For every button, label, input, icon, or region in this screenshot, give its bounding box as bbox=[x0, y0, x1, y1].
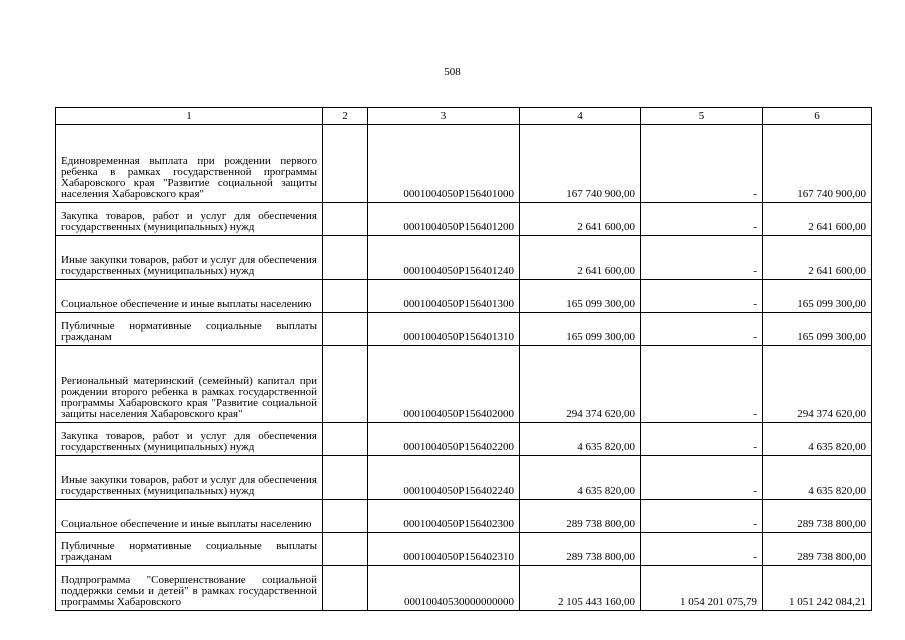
row-code-cell: 0001004050P156402240 bbox=[368, 456, 520, 500]
row-col5-cell: 1 054 201 075,79 bbox=[641, 566, 763, 611]
row-col5-cell: - bbox=[641, 423, 763, 456]
header-cell-4: 4 bbox=[520, 108, 641, 125]
row-col4-cell: 167 740 900,00 bbox=[520, 125, 641, 203]
row-code-cell: 0001004050P156401240 bbox=[368, 236, 520, 280]
row-col2-cell bbox=[323, 456, 368, 500]
row-col6-cell: 1 051 242 084,21 bbox=[763, 566, 872, 611]
row-col4-cell: 4 635 820,00 bbox=[520, 456, 641, 500]
row-name-cell: Иные закупки товаров, работ и услуг для обеспечения государственных (муниципальных) нужд bbox=[56, 456, 323, 500]
row-col6-cell: 2 641 600,00 bbox=[763, 203, 872, 236]
table-row bbox=[56, 313, 872, 346]
table-row bbox=[56, 500, 872, 533]
row-col6-cell: 165 099 300,00 bbox=[763, 313, 872, 346]
table-row bbox=[56, 280, 872, 313]
row-code-cell: 0001004050P156402200 bbox=[368, 423, 520, 456]
row-col4-cell: 289 738 800,00 bbox=[520, 533, 641, 566]
row-name-cell: Иные закупки товаров, работ и услуг для обеспечения государственных (муниципальных) нужд bbox=[56, 236, 323, 280]
row-col4-cell: 165 099 300,00 bbox=[520, 280, 641, 313]
row-code-cell: 0001004050P156401310 bbox=[368, 313, 520, 346]
row-col4-cell: 294 374 620,00 bbox=[520, 346, 641, 423]
row-col5-cell: - bbox=[641, 500, 763, 533]
row-col2-cell bbox=[323, 500, 368, 533]
row-col2-cell bbox=[323, 280, 368, 313]
table-row bbox=[56, 533, 872, 566]
row-col5-cell: - bbox=[641, 125, 763, 203]
row-name-cell: Социальное обеспечение и иные выплаты населению bbox=[56, 280, 323, 313]
header-cell-6: 6 bbox=[763, 108, 872, 125]
row-col5-cell: - bbox=[641, 456, 763, 500]
page-number: 508 bbox=[444, 66, 461, 78]
row-name-cell: Подпрограмма "Совершенствование социальной поддержки семьи и детей" в рамках государственной программы Хабаровского bbox=[56, 566, 323, 611]
table-row bbox=[56, 423, 872, 456]
row-code-cell: 0001004050P156401200 bbox=[368, 203, 520, 236]
row-col6-cell: 2 641 600,00 bbox=[763, 236, 872, 280]
row-code-cell: 0001004050P156402000 bbox=[368, 346, 520, 423]
row-col5-cell: - bbox=[641, 280, 763, 313]
table-row bbox=[56, 236, 872, 280]
header-cell-1: 1 bbox=[56, 108, 323, 125]
row-col5-cell: - bbox=[641, 346, 763, 423]
row-col6-cell: 294 374 620,00 bbox=[763, 346, 872, 423]
budget-table bbox=[55, 107, 872, 611]
row-name-cell: Публичные нормативные социальные выплаты гражданам bbox=[56, 313, 323, 346]
row-col2-cell bbox=[323, 423, 368, 456]
header-row bbox=[56, 108, 872, 125]
row-col6-cell: 165 099 300,00 bbox=[763, 280, 872, 313]
row-name-cell: Региональный материнский (семейный) капитал при рождении второго ребенка в рамках государственной программы Хабаровского края "Развитие социальной защиты населения Хабаровского края" bbox=[56, 346, 323, 423]
row-col6-cell: 167 740 900,00 bbox=[763, 125, 872, 203]
row-code-cell: 0001004050P156401000 bbox=[368, 125, 520, 203]
row-col4-cell: 2 641 600,00 bbox=[520, 236, 641, 280]
row-name-cell: Закупка товаров, работ и услуг для обеспечения государственных (муниципальных) нужд bbox=[56, 203, 323, 236]
row-name-cell: Социальное обеспечение и иные выплаты населению bbox=[56, 500, 323, 533]
row-col2-cell bbox=[323, 346, 368, 423]
header-cell-3: 3 bbox=[368, 108, 520, 125]
row-col5-cell: - bbox=[641, 203, 763, 236]
row-col2-cell bbox=[323, 125, 368, 203]
table-row bbox=[56, 456, 872, 500]
table-row bbox=[56, 346, 872, 423]
row-col2-cell bbox=[323, 313, 368, 346]
row-col4-cell: 165 099 300,00 bbox=[520, 313, 641, 346]
row-col6-cell: 289 738 800,00 bbox=[763, 533, 872, 566]
row-code-cell: 00010040530000000000 bbox=[368, 566, 520, 611]
row-col2-cell bbox=[323, 203, 368, 236]
row-name-cell: Единовременная выплата при рождении первого ребенка в рамках государственной программы Хабаровского края "Развитие социальной защиты населения Хабаровского края" bbox=[56, 125, 323, 203]
row-col5-cell: - bbox=[641, 236, 763, 280]
row-col4-cell: 2 105 443 160,00 bbox=[520, 566, 641, 611]
row-name-cell: Закупка товаров, работ и услуг для обеспечения государственных (муниципальных) нужд bbox=[56, 423, 323, 456]
row-code-cell: 0001004050P156402300 bbox=[368, 500, 520, 533]
row-col5-cell: - bbox=[641, 533, 763, 566]
row-col6-cell: 4 635 820,00 bbox=[763, 456, 872, 500]
row-col2-cell bbox=[323, 236, 368, 280]
table-row bbox=[56, 203, 872, 236]
header-cell-2: 2 bbox=[323, 108, 368, 125]
row-col4-cell: 289 738 800,00 bbox=[520, 500, 641, 533]
row-col2-cell bbox=[323, 533, 368, 566]
header-cell-5: 5 bbox=[641, 108, 763, 125]
row-col6-cell: 289 738 800,00 bbox=[763, 500, 872, 533]
row-col2-cell bbox=[323, 566, 368, 611]
row-name-cell: Публичные нормативные социальные выплаты гражданам bbox=[56, 533, 323, 566]
row-code-cell: 0001004050P156401300 bbox=[368, 280, 520, 313]
row-col5-cell: - bbox=[641, 313, 763, 346]
row-col6-cell: 4 635 820,00 bbox=[763, 423, 872, 456]
row-col4-cell: 4 635 820,00 bbox=[520, 423, 641, 456]
table-row bbox=[56, 566, 872, 611]
row-code-cell: 0001004050P156402310 bbox=[368, 533, 520, 566]
table-row bbox=[56, 125, 872, 203]
row-col4-cell: 2 641 600,00 bbox=[520, 203, 641, 236]
